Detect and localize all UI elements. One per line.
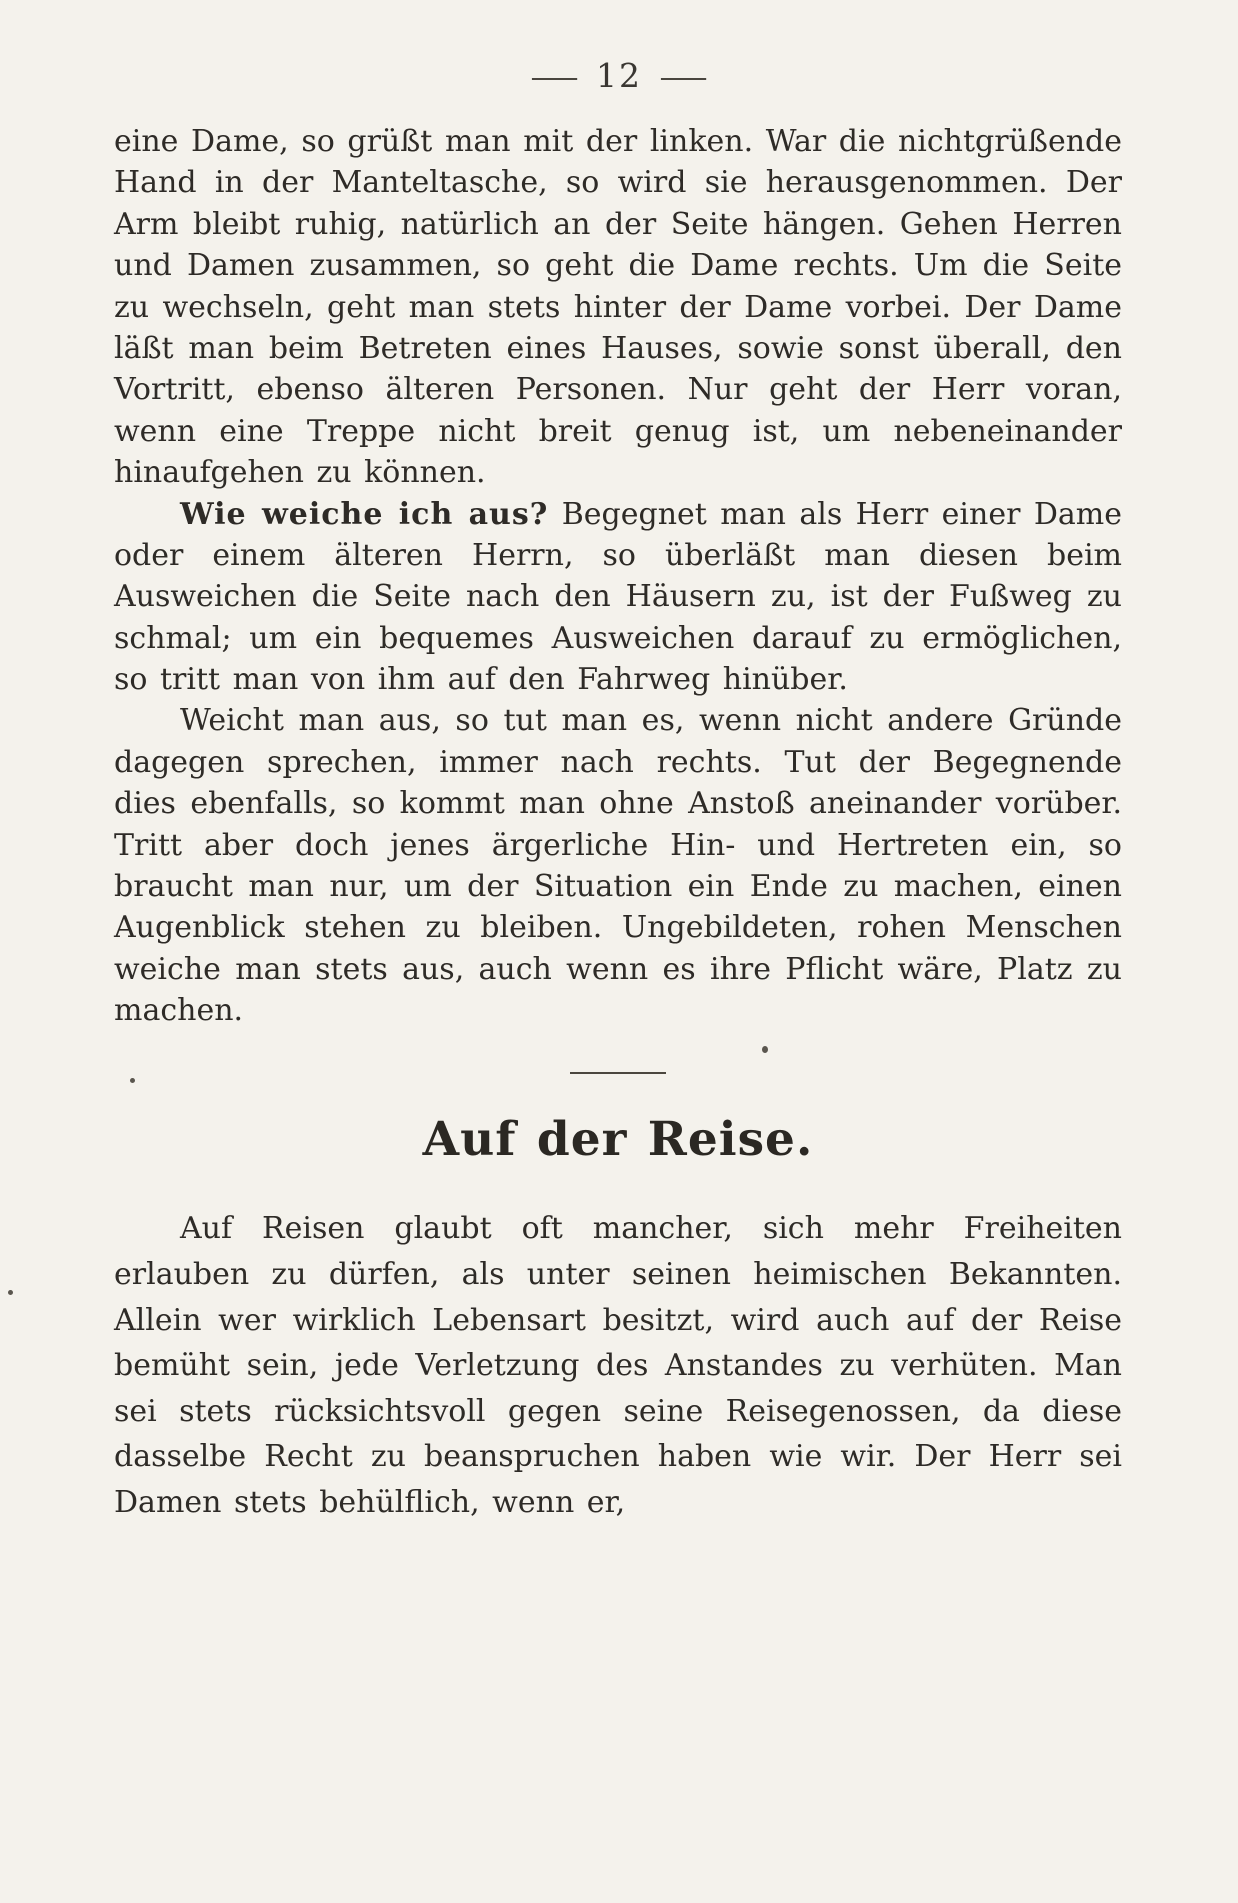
paragraph-lead-bold: Wie weiche ich aus? [180, 496, 549, 532]
page-text-body [0, 95, 1238, 1526]
scan-artifact [130, 1078, 135, 1083]
page-number: 12 [596, 56, 642, 95]
page-number-dash-left: — [529, 59, 580, 95]
paragraph: Auf Reisen glaubt oft mancher, sich mehr Freiheiten erlauben zu dürfen, als unter seinen heimischen Bekannten. Allein wer wirklich Lebensart besitzt, wird auch auf der Reise bemüht sein, jede Verletzung des Anstandes zu verhüten. Man sei stets rücksichtsvoll gegen seine Reisegenossen, da diese dasselbe Recht zu beanspruchen haben wie wir. Der Herr sei Damen stets behülflich, wenn er, [114, 1211, 1122, 1521]
scan-artifact [8, 1290, 13, 1295]
paragraph-continuation: eine Dame, so grüßt man mit der linken. War die nichtgrüßende Hand in der Manteltasche, so wird sie herausgenommen. Der Arm bleibt ruhig, natürlich an der Seite hängen. Gehen Herren und Damen zusammen, so geht die Dame rechts. Um die Seite zu wechseln, geht man stets hinter der Dame vorbei. Der Dame läßt man beim Betreten eines Hauses, sowie sonst überall, den Vortritt, ebenso älteren Personen. Nur geht der Herr voran, wenn eine Treppe nicht breit genug ist, um nebeneinander hinaufgehen zu können. [114, 124, 1122, 491]
scan-artifact [762, 1046, 768, 1053]
section-divider [570, 1072, 666, 1074]
page-number-dash-right: — [658, 59, 709, 95]
paragraph-text: Begegnet man als Herr einer Dame oder einem älteren Herrn, so überläßt man diesen beim Ausweichen die Seite nach den Häusern zu, ist der Fußweg zu schmal; um ein bequemes Ausweichen darauf zu ermöglichen, so tritt man von ihm auf den Fahrweg hinüber. [114, 496, 1123, 698]
page-header [0, 0, 1238, 95]
section-body [114, 1206, 1122, 1525]
section-heading: Auf der Reise. [422, 1111, 814, 1167]
paragraph [114, 494, 1122, 701]
paragraph: Weicht man aus, so tut man es, wenn nicht andere Gründe dagegen sprechen, immer nach rechts. Tut der Begegnende dies ebenfalls, so kommt man ohne Anstoß aneinander vorüber. Tritt aber doch jenes ärgerliche Hin- und Hertreten ein, so braucht man nur, um der Situation ein Ende zu machen, einen Augenblick stehen zu bleiben. Ungebildeten, rohen Menschen weiche man stets aus, auch wenn es ihre Pflicht wäre, Platz zu machen. [114, 703, 1122, 1029]
